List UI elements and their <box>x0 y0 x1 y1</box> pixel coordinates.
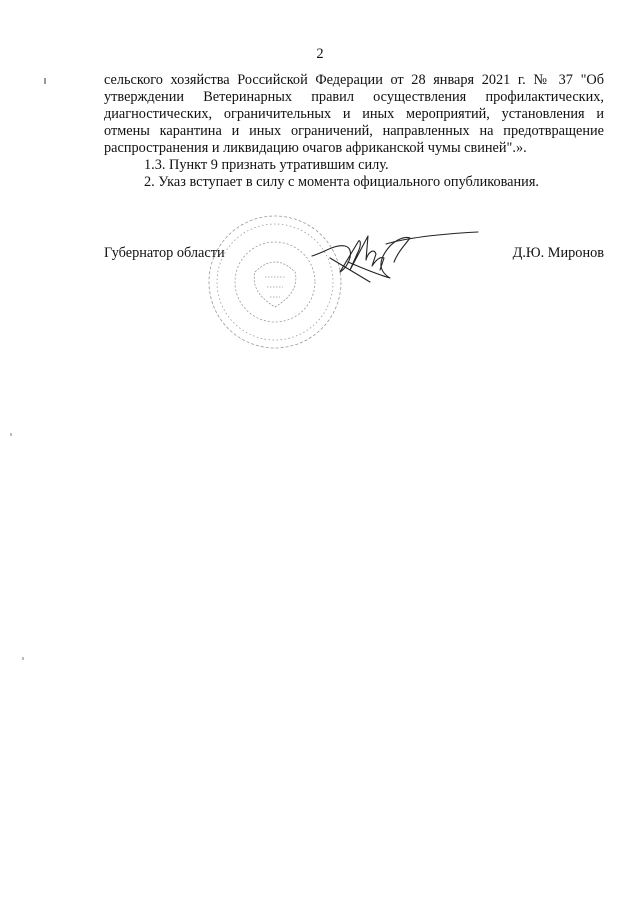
handwritten-signature <box>310 222 480 292</box>
item-1-3: 1.3. Пункт 9 признать утратившим силу. <box>144 157 389 173</box>
item-2: 2. Указ вступает в силу с момента официального опубликования. <box>144 174 539 190</box>
document-body <box>104 72 604 191</box>
scan-mark <box>44 78 46 84</box>
signatory-title: Губернатор области <box>104 245 225 261</box>
page-number: 2 <box>316 46 324 62</box>
scan-mark <box>10 433 12 436</box>
continuation-paragraph: сельского хозяйства Российской Федерации от 28 января 2021 г. № 37 "Об утверждении Ветеринарных правил осуществления профилактических, диагностических, ограничительных и иных мероприятий, установления и отмены карантина и иных ограничений, направленных на предотвращение распространения и ликвидацию очагов африканской чумы свиней".». <box>104 72 604 156</box>
scan-mark <box>22 657 24 660</box>
signatory-name: Д.Ю. Миронов <box>512 245 604 261</box>
